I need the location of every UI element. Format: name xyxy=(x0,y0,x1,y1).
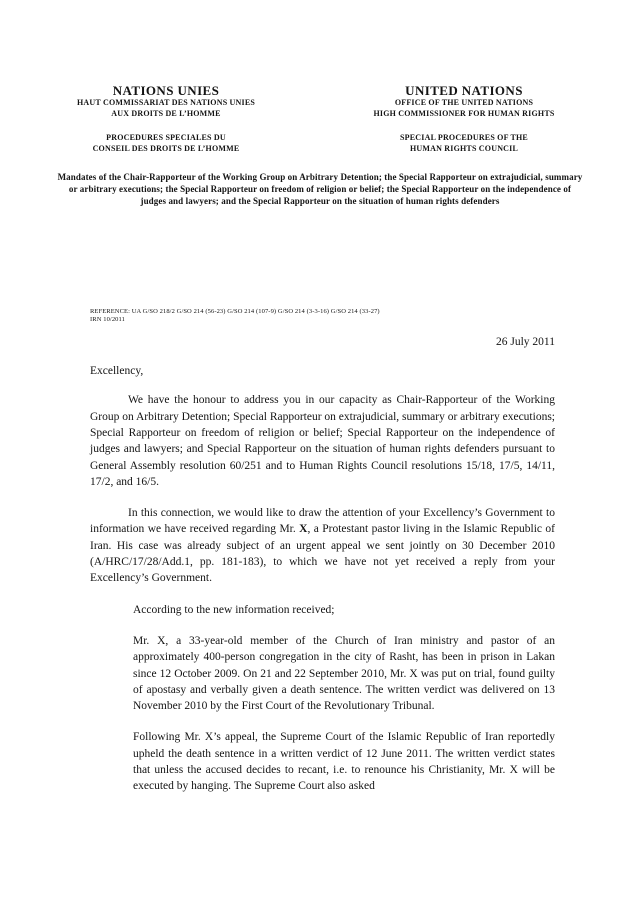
reference-block xyxy=(90,308,640,324)
letterhead-english xyxy=(348,84,580,154)
procedures-fr-line2: CONSEIL DES DROITS DE L’HOMME xyxy=(92,143,240,153)
procedures-fr-line1: PROCEDURES SPECIALES DU xyxy=(106,133,226,142)
paragraph: Following Mr. X’s appeal, the Supreme Court of the Islamic Republic of Iran reportedly upheld the death sentence in a written verdict of 12 June 2011. The written verdict states that unless the accused decides to recant, i.e. to renounce his Christianity, Mr. X will be executed by hanging. The Supreme Court also asked xyxy=(133,731,555,793)
paragraph: Mr. X, a 33-year-old member of the Church of Iran ministry and pastor of an approximately 400-person congregation in the city of Rasht, has been in prison in Lakan since 12 October 2009. On 21 and 22 September 2010, Mr. X was put on trial, found guilty of apostasy and verbally given a death sentence. The written verdict was delivered on 13 November 2010 by the First Court of the Revolutionary Tribunal. xyxy=(133,634,555,713)
letterhead xyxy=(0,84,640,154)
salutation: Excellency, xyxy=(90,365,144,378)
org-subtitle-en-line2: HIGH COMMISSIONER FOR HUMAN RIGHTS xyxy=(373,108,555,118)
org-title-fr: NATIONS UNIES xyxy=(112,83,220,98)
procedures-en-line2: HUMAN RIGHTS COUNCIL xyxy=(409,143,518,153)
org-subtitle-fr-line2: AUX DROITS DE L’HOMME xyxy=(111,108,221,118)
paragraph: According to the new information received; xyxy=(133,603,335,616)
procedures-en-line1: SPECIAL PROCEDURES OF THE xyxy=(400,133,528,142)
org-subtitle-en-line1: OFFICE OF THE UNITED NATIONS xyxy=(394,98,534,107)
letter-date: 26 July 2011 xyxy=(496,336,555,349)
paragraph: We have the honour to address you in our capacity as Chair-Rapporteur of the Working Group on Arbitrary Detention; Special Rapporteur on extrajudicial, summary or arbitrary executions; Special Rapporteur on freedom of religion or belief; Special Rapporteur on the independence of judges and lawyers; and Special Rapporteur on the situation of human rights defenders pursuant to General Assembly resolution 60/251 and to Human Rights Council resolutions 15/18, 17/5, 14/11, 17/2, and 16/5. xyxy=(90,394,555,488)
case-number: IRN 10/2011 xyxy=(90,316,125,324)
letter-body xyxy=(90,392,555,794)
org-subtitle-fr-line1: HAUT COMMISSARIAT DES NATIONS UNIES xyxy=(77,98,255,107)
paragraph: In this connection, we would like to draw the attention of your Excellency’s Government to information we have received regarding Mr. X, a Protestant pastor living in the Islamic Republic of Iran. His case was already subject of an urgent appeal we sent jointly on 30 December 2010 (A/HRC/17/28/Add.1, pp. 181-183), to which we have not yet received a reply from your Excellency’s Government. xyxy=(90,507,555,585)
letterhead-french xyxy=(60,84,272,154)
org-title-en: UNITED NATIONS xyxy=(405,83,523,98)
reference-line: REFERENCE: UA G/SO 218/2 G/SO 214 (56-23) G/SO 214 (107-9) G/SO 214 (3-3-16) G/SO 214 (33-27) xyxy=(90,308,380,315)
mandates-paragraph: Mandates of the Chair-Rapporteur of the Working Group on Arbitrary Detention; the Special Rapporteur on extrajudicial, summary or arbitrary executions; the Special Rapporteur on freedom of religion or belief; the Special Rapporteur on the independence of judges and lawyers; and the Special Rapporteur on the situation of human rights defenders xyxy=(57,172,583,206)
